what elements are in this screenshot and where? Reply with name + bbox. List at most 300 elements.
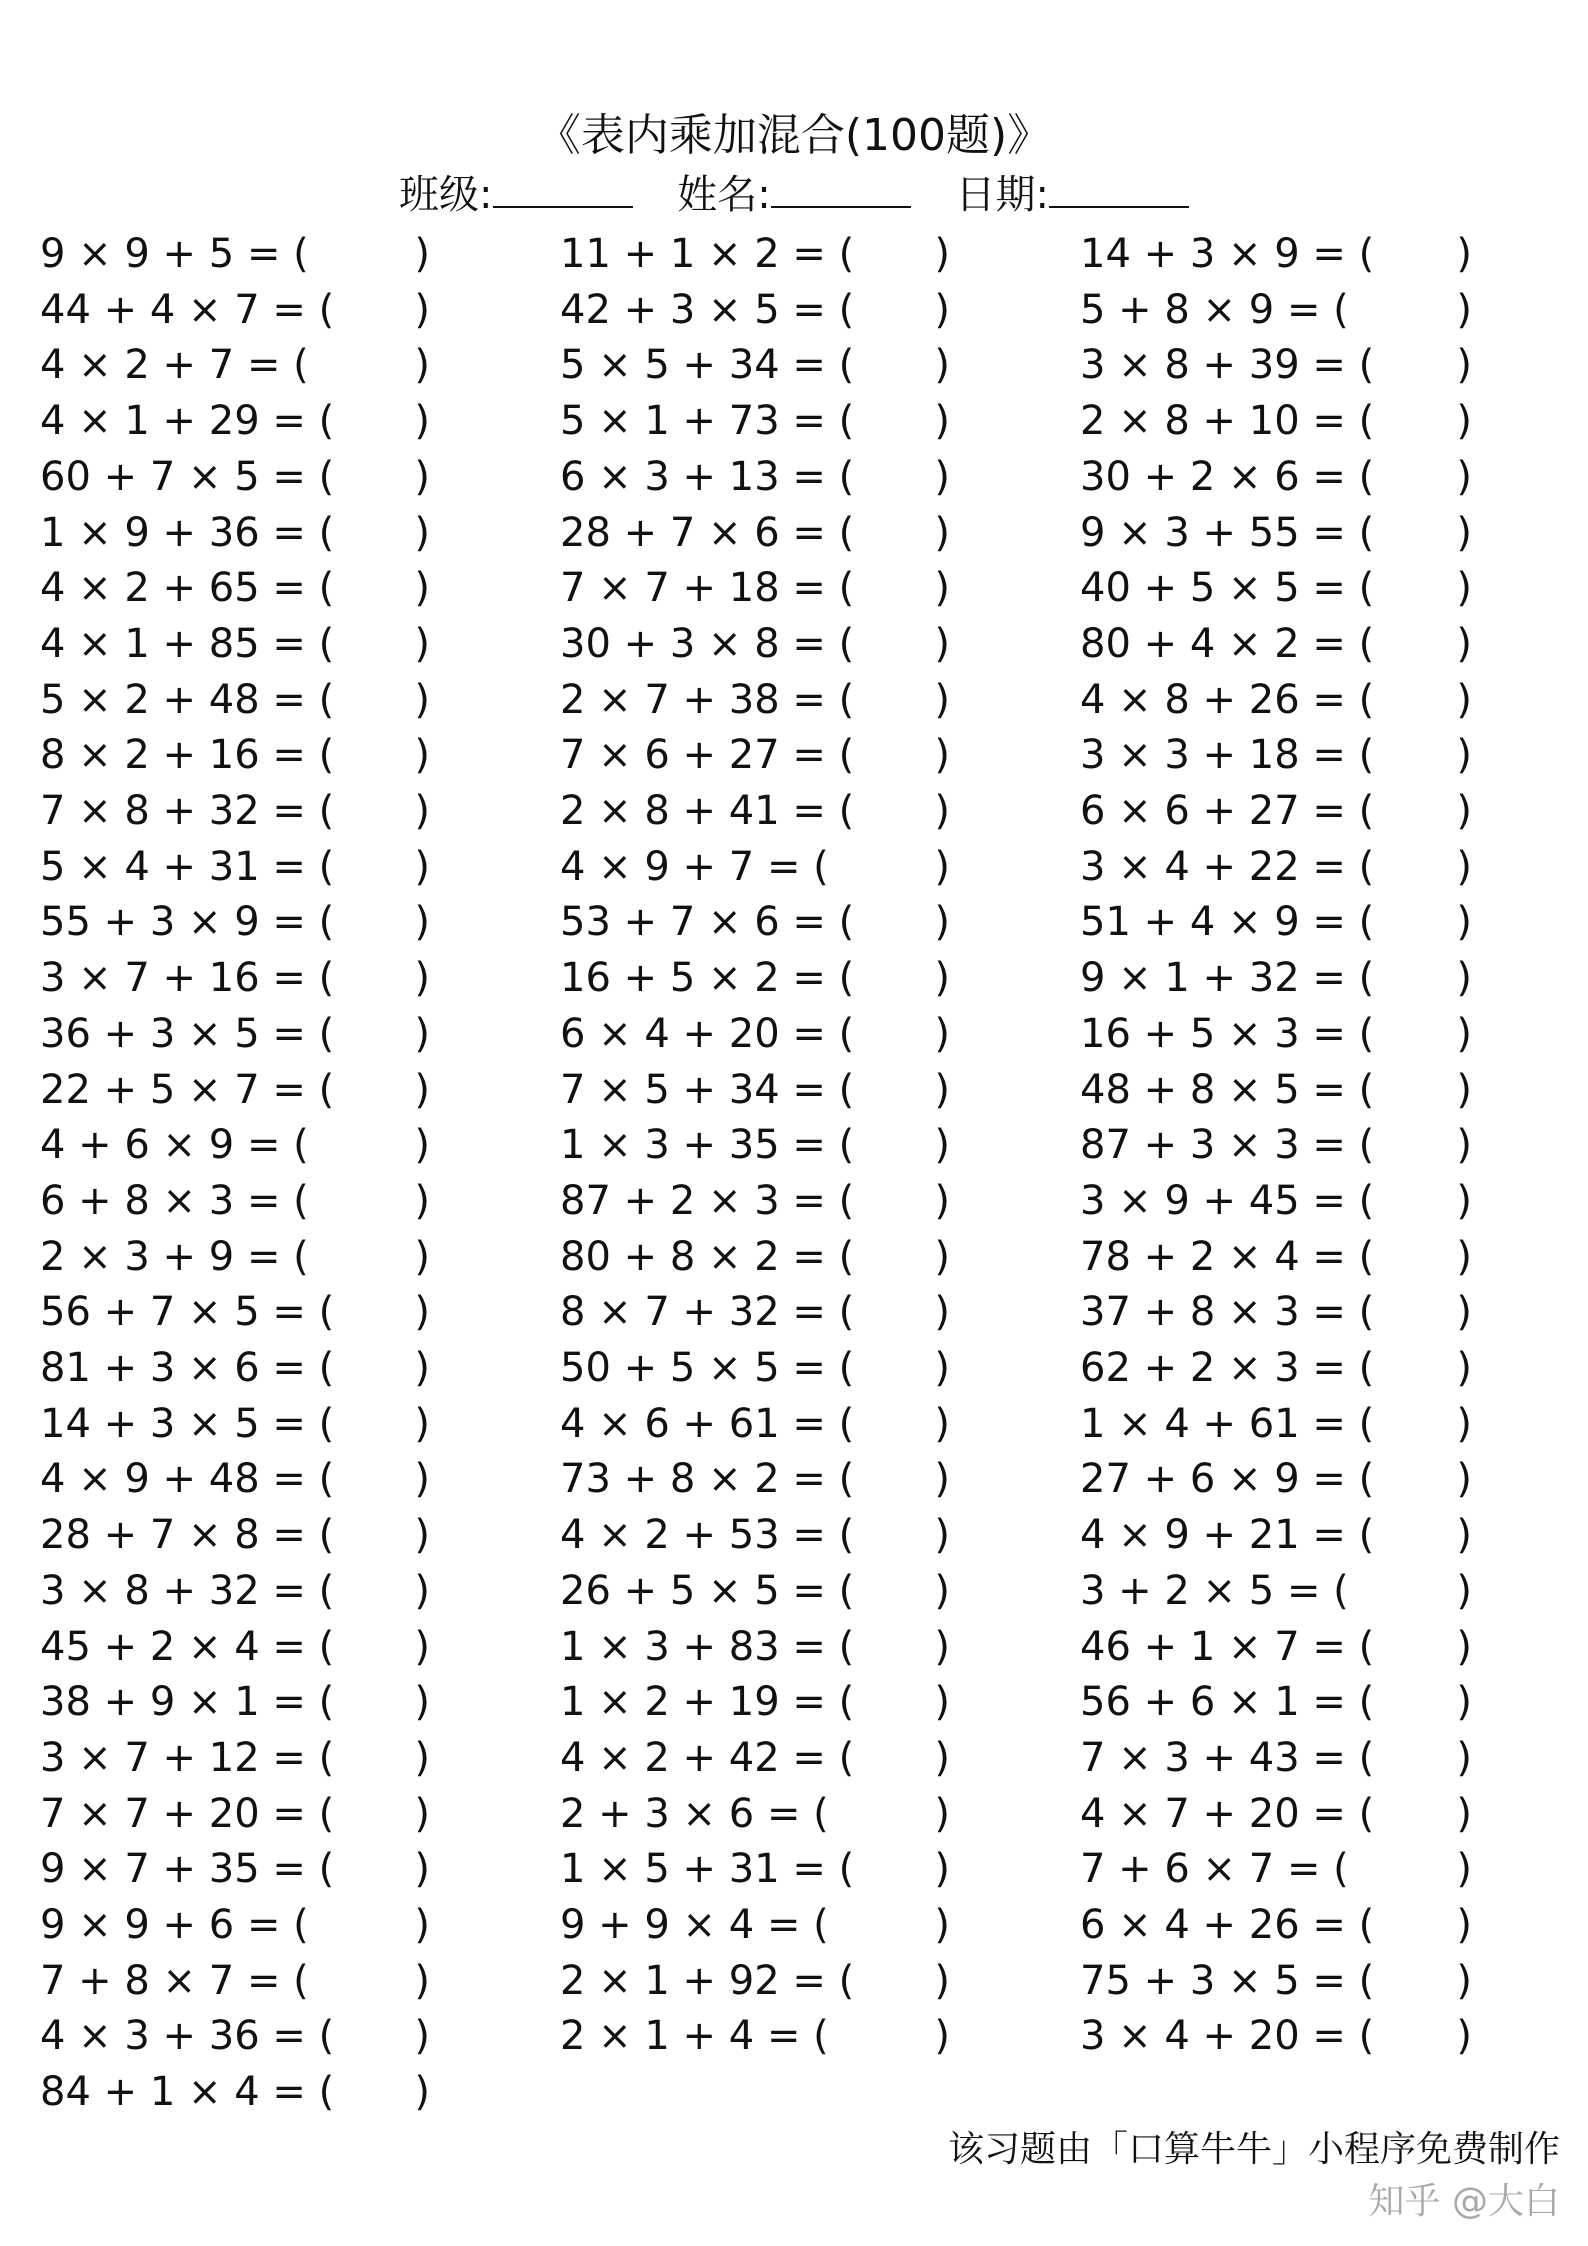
problem-expression: 9 × 9 + 5 = ( — [40, 231, 309, 277]
problem-item — [1080, 1953, 1472, 2009]
problem-expression: 1 × 4 + 61 = ( — [1080, 1401, 1375, 1447]
answer-close-paren: ) — [934, 788, 950, 834]
problem-expression: 4 × 2 + 42 = ( — [560, 1735, 855, 1781]
answer-close-paren: ) — [1456, 788, 1472, 834]
answer-close-paren: ) — [414, 565, 430, 611]
answer-close-paren: ) — [934, 1846, 950, 1892]
problem-expression: 9 × 3 + 55 = ( — [1080, 510, 1375, 556]
answer-close-paren: ) — [934, 621, 950, 667]
problem-expression: 1 × 9 + 36 = ( — [40, 510, 335, 556]
answer-close-paren: ) — [934, 1345, 950, 1391]
answer-close-paren: ) — [1456, 342, 1472, 388]
problem-expression: 5 × 2 + 48 = ( — [40, 677, 335, 723]
answer-close-paren: ) — [934, 1289, 950, 1335]
problem-expression: 3 + 2 × 5 = ( — [1080, 1568, 1349, 1614]
answer-close-paren: ) — [934, 287, 950, 333]
answer-close-paren: ) — [934, 899, 950, 945]
problem-item — [40, 1674, 430, 1730]
answer-close-paren: ) — [1456, 1624, 1472, 1670]
problem-item — [560, 449, 950, 505]
problem-expression: 30 + 2 × 6 = ( — [1080, 454, 1375, 500]
problem-expression: 62 + 2 × 3 = ( — [1080, 1345, 1375, 1391]
problem-expression: 9 × 7 + 35 = ( — [40, 1846, 335, 1892]
problem-expression: 7 + 8 × 7 = ( — [40, 1958, 309, 2004]
problem-expression: 26 + 5 × 5 = ( — [560, 1568, 855, 1614]
problem-item — [560, 1451, 950, 1507]
problem-item — [560, 894, 950, 950]
answer-close-paren: ) — [414, 844, 430, 890]
answer-close-paren: ) — [1456, 1401, 1472, 1447]
problem-item — [1080, 1451, 1472, 1507]
problem-item — [40, 1786, 430, 1842]
problem-expression: 4 × 2 + 53 = ( — [560, 1512, 855, 1558]
answer-close-paren: ) — [934, 1011, 950, 1057]
date-label: 日期: — [955, 172, 1049, 218]
problem-expression: 87 + 3 × 3 = ( — [1080, 1122, 1375, 1168]
watermark: 知乎 @大白 — [1368, 2181, 1560, 2222]
answer-close-paren: ) — [1456, 1512, 1472, 1558]
problem-expression: 3 × 7 + 16 = ( — [40, 955, 335, 1001]
problem-expression: 3 × 8 + 39 = ( — [1080, 342, 1375, 388]
answer-close-paren: ) — [414, 1902, 430, 1948]
problem-item — [1080, 616, 1472, 672]
problem-item — [560, 1841, 950, 1897]
problem-item — [40, 616, 430, 672]
problem-expression: 40 + 5 × 5 = ( — [1080, 565, 1375, 611]
problem-item — [560, 727, 950, 783]
problem-item — [40, 1841, 430, 1897]
answer-close-paren: ) — [1456, 1345, 1472, 1391]
problem-expression: 48 + 8 × 5 = ( — [1080, 1067, 1375, 1113]
answer-close-paren: ) — [1456, 1289, 1472, 1335]
answer-close-paren: ) — [1456, 1902, 1472, 1948]
answer-close-paren: ) — [414, 1067, 430, 1113]
problem-expression: 3 × 7 + 12 = ( — [40, 1735, 335, 1781]
answer-close-paren: ) — [414, 788, 430, 834]
answer-close-paren: ) — [934, 1122, 950, 1168]
problem-item — [560, 337, 950, 393]
problem-item — [1080, 282, 1472, 338]
problem-expression: 4 × 2 + 65 = ( — [40, 565, 335, 611]
problem-expression: 2 × 7 + 38 = ( — [560, 677, 855, 723]
problem-item — [560, 1563, 950, 1619]
problem-expression: 4 × 2 + 7 = ( — [40, 342, 309, 388]
problem-item — [560, 1229, 950, 1285]
problem-expression: 4 × 8 + 26 = ( — [1080, 677, 1375, 723]
answer-close-paren: ) — [934, 398, 950, 444]
class-label: 班级: — [399, 172, 493, 218]
answer-close-paren: ) — [414, 1679, 430, 1725]
problem-item — [1080, 1173, 1472, 1229]
problem-item — [40, 2064, 430, 2120]
problem-item — [560, 1173, 950, 1229]
problem-item — [40, 560, 430, 616]
problem-item — [560, 672, 950, 728]
problem-expression: 4 × 9 + 48 = ( — [40, 1456, 335, 1502]
answer-close-paren: ) — [414, 2069, 430, 2115]
answer-close-paren: ) — [1456, 454, 1472, 500]
problem-item — [40, 1173, 430, 1229]
answer-close-paren: ) — [934, 231, 950, 277]
problem-expression: 2 × 1 + 4 = ( — [560, 2013, 829, 2059]
answer-close-paren: ) — [934, 677, 950, 723]
problem-expression: 27 + 6 × 9 = ( — [1080, 1456, 1375, 1502]
problem-expression: 9 × 9 + 6 = ( — [40, 1902, 309, 1948]
problem-expression: 4 × 6 + 61 = ( — [560, 1401, 855, 1447]
problem-expression: 87 + 2 × 3 = ( — [560, 1178, 855, 1224]
answer-close-paren: ) — [1456, 732, 1472, 778]
answer-close-paren: ) — [414, 1512, 430, 1558]
problem-expression: 5 + 8 × 9 = ( — [1080, 287, 1349, 333]
problem-expression: 84 + 1 × 4 = ( — [40, 2069, 335, 2115]
answer-close-paren: ) — [934, 732, 950, 778]
problem-expression: 2 × 3 + 9 = ( — [40, 1234, 309, 1280]
answer-close-paren: ) — [934, 1456, 950, 1502]
answer-close-paren: ) — [1456, 844, 1472, 890]
answer-close-paren: ) — [414, 1234, 430, 1280]
problem-item — [560, 1117, 950, 1173]
answer-close-paren: ) — [1456, 2013, 1472, 2059]
problem-expression: 2 × 8 + 10 = ( — [1080, 398, 1375, 444]
answer-close-paren: ) — [1456, 1679, 1472, 1725]
problem-expression: 3 × 9 + 45 = ( — [1080, 1178, 1375, 1224]
problem-expression: 7 × 7 + 20 = ( — [40, 1791, 335, 1837]
problem-expression: 7 × 3 + 43 = ( — [1080, 1735, 1375, 1781]
problem-item — [1080, 1841, 1472, 1897]
answer-close-paren: ) — [414, 287, 430, 333]
problem-expression: 81 + 3 × 6 = ( — [40, 1345, 335, 1391]
answer-close-paren: ) — [414, 1401, 430, 1447]
problem-item — [560, 950, 950, 1006]
problem-item — [560, 505, 950, 561]
problem-item — [40, 282, 430, 338]
problem-item — [1080, 783, 1472, 839]
problem-item — [1080, 1117, 1472, 1173]
answer-close-paren: ) — [934, 1958, 950, 2004]
answer-close-paren: ) — [414, 1456, 430, 1502]
answer-close-paren: ) — [934, 1902, 950, 1948]
problem-item — [1080, 1563, 1472, 1619]
problem-item — [1080, 950, 1472, 1006]
problem-item — [1080, 560, 1472, 616]
answer-close-paren: ) — [1456, 1011, 1472, 1057]
answer-close-paren: ) — [934, 2013, 950, 2059]
problem-expression: 3 × 4 + 20 = ( — [1080, 2013, 1375, 2059]
problem-expression: 36 + 3 × 5 = ( — [40, 1011, 335, 1057]
problem-item — [1080, 1340, 1472, 1396]
problem-item — [1080, 1897, 1472, 1953]
problem-item — [40, 727, 430, 783]
problem-item — [560, 783, 950, 839]
problem-item — [560, 1730, 950, 1786]
problem-item — [40, 1229, 430, 1285]
problem-expression: 4 × 1 + 85 = ( — [40, 621, 335, 667]
answer-close-paren: ) — [1456, 1735, 1472, 1781]
problem-item — [40, 393, 430, 449]
answer-close-paren: ) — [414, 398, 430, 444]
answer-close-paren: ) — [1456, 621, 1472, 667]
problem-expression: 7 × 7 + 18 = ( — [560, 565, 855, 611]
answer-close-paren: ) — [934, 1234, 950, 1280]
answer-close-paren: ) — [1456, 1568, 1472, 1614]
problem-item — [40, 1953, 430, 2009]
problem-item — [1080, 1730, 1472, 1786]
answer-close-paren: ) — [414, 1011, 430, 1057]
answer-close-paren: ) — [934, 1178, 950, 1224]
answer-close-paren: ) — [934, 454, 950, 500]
answer-close-paren: ) — [414, 1735, 430, 1781]
answer-close-paren: ) — [1456, 1456, 1472, 1502]
problem-item — [40, 449, 430, 505]
problem-expression: 11 + 1 × 2 = ( — [560, 231, 855, 277]
problem-item — [1080, 1619, 1472, 1675]
answer-close-paren: ) — [1456, 955, 1472, 1001]
problem-expression: 28 + 7 × 8 = ( — [40, 1512, 335, 1558]
answer-close-paren: ) — [414, 231, 430, 277]
problem-expression: 4 × 9 + 21 = ( — [1080, 1512, 1375, 1558]
problem-expression: 8 × 2 + 16 = ( — [40, 732, 335, 778]
answer-close-paren: ) — [934, 955, 950, 1001]
problem-item — [560, 1062, 950, 1118]
answer-close-paren: ) — [414, 955, 430, 1001]
problem-item — [40, 1284, 430, 1340]
answer-close-paren: ) — [1456, 1791, 1472, 1837]
answer-close-paren: ) — [934, 565, 950, 611]
answer-close-paren: ) — [934, 1512, 950, 1558]
problem-item — [560, 393, 950, 449]
problem-item — [560, 1674, 950, 1730]
problem-item — [560, 2008, 950, 2064]
problem-expression: 3 × 4 + 22 = ( — [1080, 844, 1375, 890]
problem-expression: 5 × 5 + 34 = ( — [560, 342, 855, 388]
answer-close-paren: ) — [414, 621, 430, 667]
problem-expression: 73 + 8 × 2 = ( — [560, 1456, 855, 1502]
problem-item — [1080, 505, 1472, 561]
answer-close-paren: ) — [1456, 1846, 1472, 1892]
problem-item — [1080, 727, 1472, 783]
problem-item — [1080, 894, 1472, 950]
problem-item — [40, 672, 430, 728]
problem-expression: 1 × 5 + 31 = ( — [560, 1846, 855, 1892]
problem-item — [560, 1006, 950, 1062]
problem-expression: 75 + 3 × 5 = ( — [1080, 1958, 1375, 2004]
problem-expression: 9 + 9 × 4 = ( — [560, 1902, 829, 1948]
problem-item — [40, 1062, 430, 1118]
problem-expression: 4 × 9 + 7 = ( — [560, 844, 829, 890]
answer-close-paren: ) — [1456, 1067, 1472, 1113]
problem-item — [560, 1619, 950, 1675]
problem-expression: 6 + 8 × 3 = ( — [40, 1178, 309, 1224]
answer-close-paren: ) — [414, 1958, 430, 2004]
problem-expression: 1 × 3 + 83 = ( — [560, 1624, 855, 1670]
problem-item — [40, 1006, 430, 1062]
problem-expression: 5 × 1 + 73 = ( — [560, 398, 855, 444]
answer-close-paren: ) — [1456, 1234, 1472, 1280]
problem-item — [40, 337, 430, 393]
problem-expression: 2 + 3 × 6 = ( — [560, 1791, 829, 1837]
answer-close-paren: ) — [414, 1568, 430, 1614]
problem-expression: 2 × 8 + 41 = ( — [560, 788, 855, 834]
problem-expression: 2 × 1 + 92 = ( — [560, 1958, 855, 2004]
answer-close-paren: ) — [1456, 1122, 1472, 1168]
problem-expression: 14 + 3 × 9 = ( — [1080, 231, 1375, 277]
problem-item — [560, 839, 950, 895]
problem-expression: 45 + 2 × 4 = ( — [40, 1624, 335, 1670]
problem-item — [1080, 1284, 1472, 1340]
problem-item — [1080, 672, 1472, 728]
problem-expression: 53 + 7 × 6 = ( — [560, 899, 855, 945]
problem-expression: 3 × 3 + 18 = ( — [1080, 732, 1375, 778]
problem-item — [560, 616, 950, 672]
problem-item — [40, 839, 430, 895]
problem-item — [40, 1396, 430, 1452]
answer-close-paren: ) — [414, 1846, 430, 1892]
answer-close-paren: ) — [934, 1401, 950, 1447]
problem-item — [560, 1507, 950, 1563]
problem-expression: 7 × 6 + 27 = ( — [560, 732, 855, 778]
problem-expression: 56 + 6 × 1 = ( — [1080, 1679, 1375, 1725]
problem-expression: 6 × 4 + 20 = ( — [560, 1011, 855, 1057]
problem-item — [1080, 1674, 1472, 1730]
answer-close-paren: ) — [414, 899, 430, 945]
answer-close-paren: ) — [934, 1735, 950, 1781]
problem-item — [1080, 839, 1472, 895]
answer-close-paren: ) — [414, 1289, 430, 1335]
problem-item — [40, 950, 430, 1006]
answer-close-paren: ) — [934, 1568, 950, 1614]
problem-expression: 50 + 5 × 5 = ( — [560, 1345, 855, 1391]
problem-item — [40, 783, 430, 839]
problem-item — [40, 1563, 430, 1619]
answer-close-paren: ) — [414, 732, 430, 778]
problem-expression: 37 + 8 × 3 = ( — [1080, 1289, 1375, 1335]
problem-item — [40, 1730, 430, 1786]
problem-expression: 9 × 1 + 32 = ( — [1080, 955, 1375, 1001]
problem-expression: 56 + 7 × 5 = ( — [40, 1289, 335, 1335]
problem-item — [1080, 1229, 1472, 1285]
problem-expression: 22 + 5 × 7 = ( — [40, 1067, 335, 1113]
problem-expression: 4 × 3 + 36 = ( — [40, 2013, 335, 2059]
problem-item — [1080, 1786, 1472, 1842]
problem-item — [40, 1507, 430, 1563]
problem-item — [40, 894, 430, 950]
problem-item — [560, 1396, 950, 1452]
problem-expression: 1 × 3 + 35 = ( — [560, 1122, 855, 1168]
problem-item — [40, 1897, 430, 1953]
problem-item — [40, 226, 430, 282]
problem-item — [1080, 1507, 1472, 1563]
problem-expression: 7 × 8 + 32 = ( — [40, 788, 335, 834]
footer-note: 该习题由「口算牛牛」小程序免费制作 — [947, 2129, 1560, 2170]
problem-item — [560, 1897, 950, 1953]
problem-item — [1080, 2008, 1472, 2064]
problem-item — [1080, 226, 1472, 282]
problem-expression: 30 + 3 × 8 = ( — [560, 621, 855, 667]
answer-close-paren: ) — [414, 342, 430, 388]
problem-item — [1080, 1396, 1472, 1452]
answer-close-paren: ) — [934, 1791, 950, 1837]
answer-close-paren: ) — [934, 342, 950, 388]
answer-close-paren: ) — [414, 454, 430, 500]
problem-item — [40, 1117, 430, 1173]
name-label: 姓名: — [677, 172, 771, 218]
answer-close-paren: ) — [1456, 231, 1472, 277]
problem-item — [40, 1340, 430, 1396]
problem-expression: 38 + 9 × 1 = ( — [40, 1679, 335, 1725]
answer-close-paren: ) — [414, 510, 430, 556]
problem-expression: 4 × 7 + 20 = ( — [1080, 1791, 1375, 1837]
problem-expression: 5 × 4 + 31 = ( — [40, 844, 335, 890]
answer-close-paren: ) — [414, 677, 430, 723]
problem-expression: 3 × 8 + 32 = ( — [40, 1568, 335, 1614]
problem-expression: 46 + 1 × 7 = ( — [1080, 1624, 1375, 1670]
answer-close-paren: ) — [414, 1624, 430, 1670]
answer-close-paren: ) — [1456, 677, 1472, 723]
problem-item — [560, 560, 950, 616]
problem-expression: 14 + 3 × 5 = ( — [40, 1401, 335, 1447]
answer-close-paren: ) — [1456, 1958, 1472, 2004]
answer-close-paren: ) — [1456, 398, 1472, 444]
answer-close-paren: ) — [1456, 287, 1472, 333]
problem-item — [560, 1340, 950, 1396]
problem-expression: 60 + 7 × 5 = ( — [40, 454, 335, 500]
answer-close-paren: ) — [934, 1624, 950, 1670]
problem-expression: 28 + 7 × 6 = ( — [560, 510, 855, 556]
problem-item — [40, 1619, 430, 1675]
answer-close-paren: ) — [1456, 510, 1472, 556]
answer-close-paren: ) — [414, 1791, 430, 1837]
problem-expression: 16 + 5 × 2 = ( — [560, 955, 855, 1001]
page-title: 《表内乘加混合(100题)》 — [536, 110, 1052, 161]
problem-item — [1080, 449, 1472, 505]
answer-close-paren: ) — [414, 1178, 430, 1224]
answer-close-paren: ) — [934, 510, 950, 556]
answer-close-paren: ) — [934, 1679, 950, 1725]
problem-item — [1080, 1006, 1472, 1062]
problem-expression: 1 × 2 + 19 = ( — [560, 1679, 855, 1725]
problem-item — [1080, 337, 1472, 393]
answer-close-paren: ) — [414, 1122, 430, 1168]
problem-expression: 80 + 4 × 2 = ( — [1080, 621, 1375, 667]
problem-expression: 80 + 8 × 2 = ( — [560, 1234, 855, 1280]
answer-close-paren: ) — [1456, 565, 1472, 611]
problem-item — [40, 505, 430, 561]
problem-item — [560, 226, 950, 282]
problem-expression: 7 + 6 × 7 = ( — [1080, 1846, 1349, 1892]
problem-item — [40, 1451, 430, 1507]
problem-expression: 6 × 6 + 27 = ( — [1080, 788, 1375, 834]
problem-expression: 16 + 5 × 3 = ( — [1080, 1011, 1375, 1057]
answer-close-paren: ) — [1456, 1178, 1472, 1224]
answer-close-paren: ) — [414, 2013, 430, 2059]
problem-item — [560, 1953, 950, 2009]
problem-expression: 4 + 6 × 9 = ( — [40, 1122, 309, 1168]
problem-item — [1080, 1062, 1472, 1118]
problem-expression: 8 × 7 + 32 = ( — [560, 1289, 855, 1335]
problem-expression: 6 × 4 + 26 = ( — [1080, 1902, 1375, 1948]
problem-item — [1080, 393, 1472, 449]
problem-item — [560, 1284, 950, 1340]
answer-close-paren: ) — [934, 844, 950, 890]
problem-expression: 78 + 2 × 4 = ( — [1080, 1234, 1375, 1280]
problem-expression: 6 × 3 + 13 = ( — [560, 454, 855, 500]
answer-close-paren: ) — [414, 1345, 430, 1391]
problem-item — [40, 2008, 430, 2064]
problem-expression: 7 × 5 + 34 = ( — [560, 1067, 855, 1113]
problem-item — [560, 282, 950, 338]
answer-close-paren: ) — [1456, 899, 1472, 945]
problem-expression: 51 + 4 × 9 = ( — [1080, 899, 1375, 945]
